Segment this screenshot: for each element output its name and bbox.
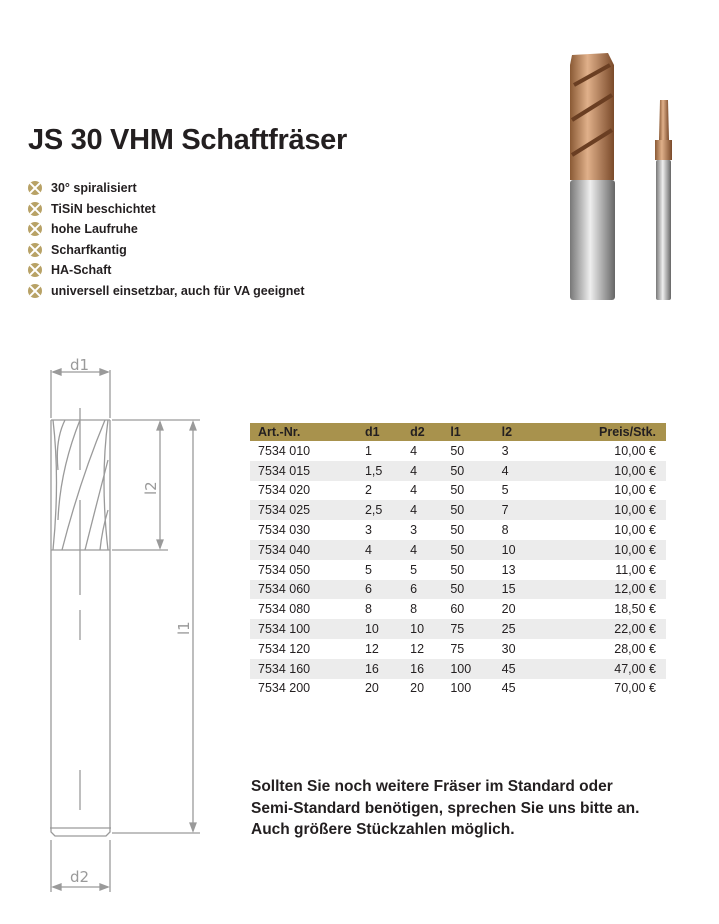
table-cell: 10,00 € (614, 523, 656, 538)
l2-label: l2 (142, 481, 160, 495)
table-cell: 7534 040 (250, 540, 357, 560)
table-row (250, 481, 666, 501)
feature-label: HA-Schaft (51, 263, 112, 278)
table-cell: 15 (494, 580, 533, 600)
technical-drawing (0, 340, 230, 900)
table-cell: 47,00 € (533, 659, 666, 679)
table-cell: 7534 200 (258, 681, 311, 696)
table-cell: 2,5 (357, 500, 402, 520)
bullet-icon (28, 181, 42, 195)
table-row (250, 441, 666, 461)
table-row (250, 619, 666, 639)
table-cell: 6 (357, 580, 402, 600)
table-row (250, 580, 666, 600)
table-cell: 13 (501, 562, 516, 577)
feature-item (28, 178, 305, 199)
table-cell: 5 (410, 562, 418, 577)
table-cell: 10 (494, 540, 533, 560)
table-cell: 12 (364, 641, 379, 656)
bullet-icon (28, 202, 42, 216)
table-cell: 1,5 (357, 461, 402, 481)
bullet-icon (28, 222, 42, 236)
feature-item (28, 199, 305, 220)
table-cell: 50 (442, 580, 493, 600)
column-header: Art.-Nr. (250, 423, 357, 441)
table-cell: 8 (410, 602, 418, 617)
table-cell: 7534 160 (250, 659, 357, 679)
bullet-icon (28, 284, 42, 298)
feature-item (28, 281, 305, 302)
table-row (250, 540, 666, 560)
product-photo (550, 45, 680, 305)
table-cell: 100 (442, 659, 493, 679)
table-cell: 16 (402, 659, 442, 679)
table-cell: 7534 030 (258, 523, 311, 538)
table-row (250, 461, 666, 481)
table-cell: 10 (402, 619, 442, 639)
table-cell: 50 (450, 562, 465, 577)
table-cell: 10,00 € (614, 443, 656, 458)
table-cell: 7534 060 (250, 580, 357, 600)
bullet-icon (28, 263, 42, 277)
note-line: Semi-Standard benötigen, sprechen Sie uns bitte an. (251, 799, 640, 817)
table-row (250, 679, 666, 699)
bullet-icon (28, 243, 42, 257)
table-cell: 10,00 € (614, 483, 656, 498)
table-cell: 12,00 € (533, 580, 666, 600)
contact-note (251, 776, 639, 841)
table-cell: 1 (364, 443, 372, 458)
table-cell: 2 (364, 483, 372, 498)
feature-label: TiSiN beschichtet (51, 201, 156, 216)
feature-item (28, 219, 305, 240)
table-cell: 8 (364, 602, 372, 617)
table-cell: 10,00 € (533, 500, 666, 520)
page-title: JS 30 VHM Schaftfräser (28, 124, 347, 156)
table-cell: 75 (442, 619, 493, 639)
table-cell: 75 (450, 641, 465, 656)
table-cell: 7534 020 (258, 483, 311, 498)
table-cell: 7534 100 (250, 619, 357, 639)
table-cell: 7534 050 (258, 562, 311, 577)
table-cell: 12 (410, 641, 425, 656)
column-header: d1 (357, 423, 402, 441)
table-cell: 4 (494, 461, 533, 481)
feature-item (28, 240, 305, 261)
table-cell: 25 (494, 619, 533, 639)
table-cell: 3 (364, 523, 372, 538)
table-cell: 50 (450, 523, 465, 538)
table-cell: 4 (402, 540, 442, 560)
feature-label: Scharfkantig (51, 242, 127, 257)
table-cell: 22,00 € (533, 619, 666, 639)
table-cell: 7534 120 (258, 641, 311, 656)
table-row (250, 500, 666, 520)
table-row (250, 599, 666, 619)
table-cell: 7534 010 (258, 443, 311, 458)
table-cell: 7534 080 (258, 602, 311, 617)
product-table (250, 423, 666, 698)
table-row (250, 639, 666, 659)
table-row (250, 659, 666, 679)
table-cell: 7534 025 (250, 500, 357, 520)
table-cell: 45 (494, 659, 533, 679)
table-cell: 5 (501, 483, 509, 498)
table-cell: 50 (450, 483, 465, 498)
table-cell: 3 (501, 443, 509, 458)
table-cell: 4 (410, 443, 418, 458)
table-cell: 16 (357, 659, 402, 679)
column-header: Preis/Stk. (533, 423, 666, 441)
table-cell: 11,00 € (615, 562, 656, 577)
table-cell: 20 (364, 681, 379, 696)
table-cell: 30 (501, 641, 516, 656)
table-cell: 28,00 € (614, 641, 656, 656)
table-cell: 100 (450, 681, 472, 696)
feature-label: universell einsetzbar, auch für VA geeignet (51, 283, 305, 298)
feature-label: hohe Laufruhe (51, 222, 138, 237)
table-row (250, 560, 666, 580)
column-header: l2 (494, 423, 533, 441)
table-cell: 4 (402, 500, 442, 520)
l1-label: l1 (175, 621, 193, 635)
feature-list (28, 178, 305, 301)
table-cell: 50 (442, 500, 493, 520)
table-cell: 7 (494, 500, 533, 520)
table-cell: 5 (364, 562, 372, 577)
table-cell: 3 (410, 523, 418, 538)
d1-label: d1 (70, 356, 90, 374)
table-cell: 4 (357, 540, 402, 560)
table-cell: 50 (442, 540, 493, 560)
note-line: Auch größere Stückzahlen möglich. (251, 821, 515, 838)
table-cell: 60 (450, 602, 465, 617)
table-cell: 8 (501, 523, 509, 538)
table-cell: 6 (402, 580, 442, 600)
column-header: l1 (442, 423, 493, 441)
table-cell: 7534 015 (250, 461, 357, 481)
table-header (250, 423, 666, 441)
table-cell: 10,00 € (533, 461, 666, 481)
table-cell: 50 (442, 461, 493, 481)
table-cell: 10 (357, 619, 402, 639)
column-header: d2 (402, 423, 442, 441)
table-cell: 20 (501, 602, 516, 617)
note-line: Sollten Sie noch weitere Fräser im Standard oder (251, 778, 613, 795)
table-cell: 4 (402, 461, 442, 481)
table-cell: 10,00 € (533, 540, 666, 560)
table-cell: 18,50 € (614, 602, 656, 617)
table-row (250, 520, 666, 540)
table-cell: 70,00 € (614, 681, 656, 696)
d2-label: d2 (70, 868, 90, 886)
table-cell: 45 (501, 681, 516, 696)
table-cell: 4 (410, 483, 418, 498)
feature-item (28, 260, 305, 281)
feature-label: 30° spiralisiert (51, 181, 137, 196)
table-cell: 50 (450, 443, 465, 458)
table-cell: 20 (410, 681, 425, 696)
